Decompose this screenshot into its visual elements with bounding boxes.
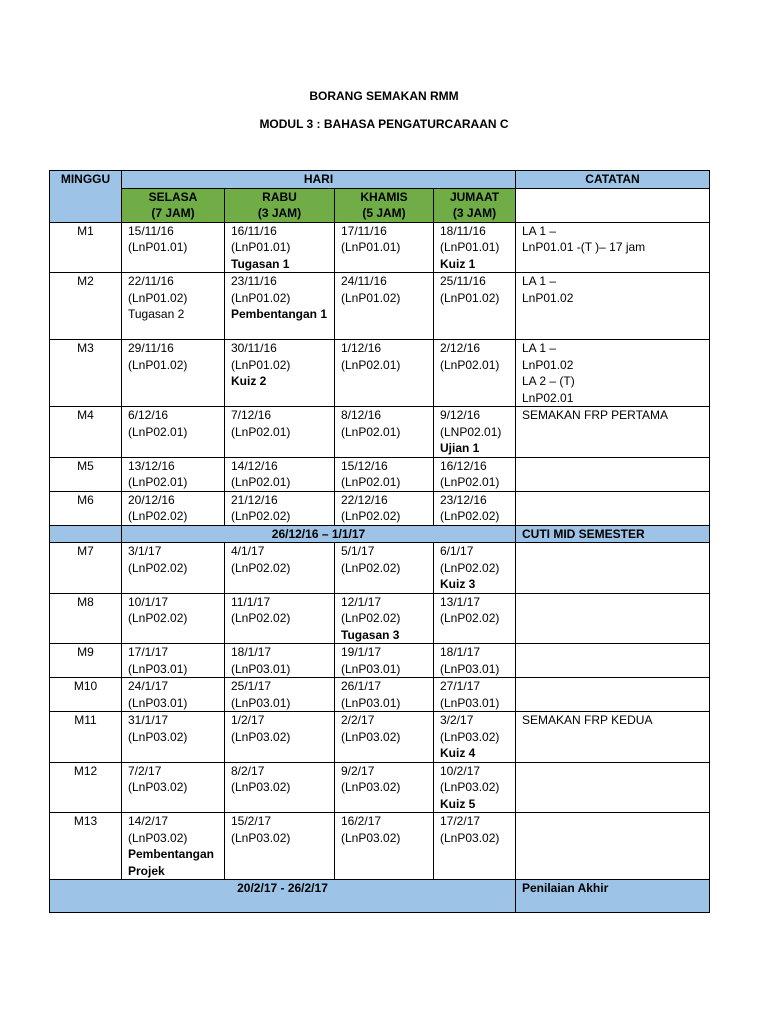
cell-line: (LnP01.02): [440, 290, 500, 305]
cell-line: 13/12/16: [128, 458, 175, 473]
cell-line: 6/1/17: [440, 544, 474, 558]
cell-line: 15/2/17: [231, 814, 272, 828]
day-cell: [335, 457, 434, 491]
table-row: [50, 712, 710, 763]
table-row: [50, 813, 710, 880]
cell-line: 22/11/16: [128, 274, 174, 288]
day-cell: [122, 222, 225, 273]
notes-cell: [516, 222, 710, 273]
day-cell: [225, 543, 335, 594]
notes-cell: [516, 273, 710, 340]
day-cell: [335, 762, 434, 813]
document-title: BORANG SEMAKAN RMM: [309, 89, 459, 103]
cell-line: (LnP02.01): [440, 357, 500, 372]
note-line: LA 1 –: [522, 274, 557, 288]
week-cell: M5: [50, 457, 122, 491]
notes-cell: [516, 678, 710, 712]
cell-line: 8/2/17: [231, 763, 265, 778]
cell-line: 15/12/16: [341, 458, 388, 473]
header-hari: HARI: [122, 171, 516, 189]
day-cell: [122, 593, 225, 644]
cell-line: (LNP02.01): [440, 424, 502, 439]
cell-line: 18/1/17: [231, 645, 272, 659]
day-cell: [335, 593, 434, 644]
cell-line: 16/2/17: [341, 814, 382, 828]
cell-line: (LnP01.02): [231, 290, 291, 305]
cell-line: (LnP03.02): [440, 729, 500, 744]
day-cell: [225, 762, 335, 813]
header-day-khamis: KHAMIS (5 JAM): [335, 188, 434, 222]
day-cell: [335, 543, 434, 594]
week-cell: M11: [50, 712, 122, 763]
header-day-selasa: SELASA (7 JAM): [122, 188, 225, 222]
cell-line: 6/12/16: [128, 408, 169, 422]
cell-line: (LnP03.01): [231, 661, 291, 676]
day-cell: [122, 273, 225, 340]
table-row: [50, 543, 710, 594]
cell-line: (LnP02.01): [231, 424, 291, 439]
day-cell: [335, 813, 434, 880]
day-cell: [225, 491, 335, 525]
notes-cell: [516, 491, 710, 525]
notes-cell: [516, 712, 710, 763]
cell-line: (LnP01.02): [341, 290, 401, 305]
day-cell: [122, 678, 225, 712]
cell-line: 23/12/16: [440, 492, 487, 507]
table-row: [50, 273, 710, 340]
cell-line: (LnP02.01): [341, 424, 401, 439]
day-cell: [434, 813, 516, 880]
cell-line: (LnP02.02): [231, 509, 291, 523]
cell-line: 19/1/17: [341, 645, 382, 659]
cell-line: 17/1/17: [128, 645, 169, 659]
cell-line: (LnP03.02): [128, 830, 188, 845]
week-cell: M1: [50, 222, 122, 273]
cell-line: 4/1/17: [231, 544, 265, 558]
day-cell: [225, 457, 335, 491]
table-row: [50, 222, 710, 273]
cell-line: 2/12/16: [440, 341, 481, 355]
cell-line: 26/1/17: [341, 679, 382, 693]
cell-line: 29/11/16: [128, 341, 174, 355]
day-cell: [225, 340, 335, 407]
cell-line: 21/12/16: [231, 492, 278, 507]
day-cell: [225, 593, 335, 644]
cell-line: 12/1/17: [341, 594, 382, 609]
assessment-label: Pembentangan Projek: [128, 847, 215, 878]
cell-line: 27/1/17: [440, 679, 481, 693]
footer-row: [50, 880, 710, 913]
note-line: LnP02.01: [522, 390, 574, 405]
cell-line: (LnP02.02): [440, 560, 500, 575]
day-cell: [122, 491, 225, 525]
cell-line: (LnP02.02): [128, 509, 188, 523]
cell-line: (LnP03.02): [231, 830, 291, 845]
cell-line: 30/11/16: [231, 341, 277, 355]
assessment-label: Kuiz 5: [440, 796, 476, 811]
week-cell: M8: [50, 593, 122, 644]
cell-line: 15/11/16: [128, 223, 174, 238]
day-cell: [225, 813, 335, 880]
week-cell: M7: [50, 543, 122, 594]
cell-line: (LnP02.02): [440, 509, 500, 523]
note-line: LA 1 –: [522, 223, 557, 238]
break-label: CUTI MID SEMESTER: [516, 525, 710, 543]
table-row: [50, 340, 710, 407]
table-row: [50, 644, 710, 678]
notes-cell: [516, 340, 710, 407]
cell-line: (LnP01.02): [231, 357, 291, 372]
day-cell: [335, 340, 434, 407]
cell-line: 23/11/16: [231, 274, 277, 288]
notes-cell: [516, 762, 710, 813]
table-row: [50, 457, 710, 491]
day-cell: [434, 407, 516, 458]
cell-line: (LnP03.02): [231, 729, 291, 744]
day-cell: [335, 222, 434, 273]
cell-line: 9/12/16: [440, 408, 481, 422]
note-line: LA 1 –: [522, 341, 557, 355]
day-cell: [335, 491, 434, 525]
week-cell: M12: [50, 762, 122, 813]
cell-line: 7/2/17: [128, 763, 162, 778]
cell-line: 17/2/17: [440, 814, 481, 828]
note-line: SEMAKAN FRP PERTAMA: [522, 408, 669, 422]
week-cell: M6: [50, 491, 122, 525]
day-cell: [122, 340, 225, 407]
assessment-label: Tugasan 1: [231, 256, 290, 271]
cell-line: (LnP03.01): [440, 661, 500, 676]
day-cell: [122, 712, 225, 763]
week-cell: M9: [50, 644, 122, 678]
cell-line: 2/2/17: [341, 713, 375, 727]
cell-line: 3/1/17: [128, 544, 162, 558]
day-cell: [122, 543, 225, 594]
day-cell: [335, 644, 434, 678]
cell-line: (LnP02.01): [231, 475, 291, 489]
header-minggu: MINGGU: [50, 171, 122, 223]
note-line: LnP01.02: [522, 357, 574, 372]
cell-line: (LnP02.02): [341, 509, 401, 523]
cell-line: (LnP03.02): [231, 780, 291, 794]
cell-line: 3/2/17: [440, 713, 474, 727]
cell-line: (LnP03.01): [128, 695, 188, 710]
cell-line: (LnP03.02): [128, 729, 188, 744]
day-cell: [335, 273, 434, 340]
table-row: [50, 491, 710, 525]
assessment-label: Tugasan 3: [341, 627, 400, 642]
cell-line: (LnP01.01): [231, 240, 291, 254]
cell-line: 14/2/17: [128, 814, 169, 828]
day-cell: [434, 457, 516, 491]
header-catatan-blank: [516, 188, 710, 222]
cell-line: 17/11/16: [341, 223, 387, 238]
cell-line: Tugasan 2: [128, 307, 185, 321]
cell-line: 16/11/16: [231, 223, 277, 238]
day-cell: [122, 644, 225, 678]
day-cell: [434, 491, 516, 525]
cell-line: 24/1/17: [128, 679, 169, 693]
cell-line: 24/11/16: [341, 274, 387, 288]
cell-line: 22/12/16: [341, 492, 388, 507]
footer-label: Penilaian Akhir: [516, 880, 710, 913]
day-cell: [225, 273, 335, 340]
header-catatan: CATATAN: [516, 171, 710, 189]
cell-line: (LnP02.02): [231, 611, 291, 625]
day-cell: [122, 813, 225, 880]
day-cell: [335, 678, 434, 712]
assessment-label: Ujian 1: [440, 441, 480, 455]
cell-line: 11/1/17: [231, 594, 271, 609]
day-cell: [434, 712, 516, 763]
week-cell: M10: [50, 678, 122, 712]
break-dates: 26/12/16 – 1/1/17: [122, 525, 516, 543]
cell-line: (LnP03.01): [341, 661, 401, 676]
cell-line: (LnP02.02): [128, 611, 188, 625]
week-cell: M4: [50, 407, 122, 458]
table-row: [50, 407, 710, 458]
cell-line: (LnP03.01): [231, 695, 291, 710]
notes-cell: [516, 644, 710, 678]
table-row: [50, 593, 710, 644]
cell-line: 25/11/16: [440, 274, 486, 288]
cell-line: (LnP02.01): [341, 357, 401, 372]
cell-line: (LnP03.02): [128, 780, 188, 794]
cell-line: (LnP02.02): [231, 560, 291, 575]
day-cell: [434, 340, 516, 407]
document-subtitle: MODUL 3 : BAHASA PENGATURCARAAN C: [259, 117, 509, 131]
note-line: LnP01.02: [522, 290, 574, 305]
day-cell: [335, 407, 434, 458]
cell-line: (LnP03.02): [440, 780, 500, 794]
day-cell: [434, 762, 516, 813]
cell-line: 8/12/16: [341, 408, 382, 422]
cell-line: 18/11/16: [440, 223, 486, 238]
day-cell: [434, 593, 516, 644]
cell-line: (LnP02.02): [440, 611, 500, 625]
day-cell: [122, 457, 225, 491]
cell-line: (LnP01.02): [128, 290, 188, 305]
cell-line: (LnP03.02): [341, 830, 401, 845]
break-row: [50, 525, 710, 543]
week-cell: M2: [50, 273, 122, 340]
cell-line: 1/2/17: [231, 713, 265, 727]
day-cell: [122, 762, 225, 813]
cell-line: 25/1/17: [231, 679, 272, 693]
cell-line: (LnP02.01): [128, 424, 188, 439]
assessment-label: Kuiz 1: [440, 256, 476, 271]
assessment-label: Kuiz 4: [440, 746, 476, 760]
cell-line: (LnP01.01): [440, 240, 500, 254]
cell-line: 20/12/16: [128, 492, 175, 507]
header-day-rabu: RABU (3 JAM): [225, 188, 335, 222]
cell-line: 13/1/17: [440, 594, 481, 609]
cell-line: (LnP03.01): [341, 695, 401, 710]
cell-line: (LnP03.02): [341, 780, 401, 794]
cell-line: 10/1/17: [128, 594, 169, 609]
day-cell: [122, 407, 225, 458]
table-row: [50, 678, 710, 712]
notes-cell: [516, 543, 710, 594]
week-cell: M13: [50, 813, 122, 880]
day-cell: [225, 678, 335, 712]
cell-line: (LnP03.01): [440, 695, 500, 710]
note-line: LnP01.01 -(T )– 17 jam: [522, 240, 646, 254]
table-row: [50, 762, 710, 813]
cell-line: (LnP01.01): [341, 240, 401, 254]
assessment-label: Kuiz 3: [440, 577, 476, 591]
break-blank: [50, 525, 122, 543]
cell-line: (LnP02.02): [341, 560, 401, 575]
day-cell: [225, 712, 335, 763]
note-line: SEMAKAN FRP KEDUA: [522, 713, 653, 727]
assessment-label: Pembentangan 1: [231, 307, 328, 321]
day-cell: [335, 712, 434, 763]
week-cell: M3: [50, 340, 122, 407]
cell-line: (LnP02.01): [440, 475, 500, 489]
cell-line: 18/1/17: [440, 645, 481, 659]
cell-line: 31/1/17: [128, 713, 169, 727]
day-cell: [434, 543, 516, 594]
cell-line: 10/2/17: [440, 763, 481, 778]
cell-line: (LnP02.01): [341, 475, 401, 489]
day-cell: [225, 222, 335, 273]
day-cell: [434, 678, 516, 712]
header-day-jumaat: JUMAAT (3 JAM): [434, 188, 516, 222]
cell-line: 7/12/16: [231, 408, 272, 422]
cell-line: (LnP03.02): [440, 830, 500, 845]
day-cell: [225, 644, 335, 678]
day-cell: [434, 273, 516, 340]
day-cell: [225, 407, 335, 458]
assessment-label: Kuiz 2: [231, 374, 267, 388]
notes-cell: [516, 813, 710, 880]
notes-cell: [516, 457, 710, 491]
cell-line: (LnP03.02): [341, 729, 401, 744]
note-line: LA 2 – (T): [522, 374, 575, 388]
cell-line: (LnP03.01): [128, 661, 188, 676]
notes-cell: [516, 593, 710, 644]
notes-cell: [516, 407, 710, 458]
cell-line: (LnP02.02): [128, 560, 188, 575]
cell-line: (LnP01.01): [128, 240, 188, 254]
day-cell: [434, 644, 516, 678]
day-cell: [434, 222, 516, 273]
cell-line: 9/2/17: [341, 763, 375, 778]
cell-line: 16/12/16: [440, 458, 487, 473]
footer-dates: 20/2/17 - 26/2/17: [50, 880, 516, 913]
cell-line: (LnP02.02): [341, 611, 401, 625]
cell-line: (LnP02.01): [128, 475, 188, 489]
schedule-table: [49, 170, 710, 913]
cell-line: 1/12/16: [341, 341, 382, 355]
cell-line: 5/1/17: [341, 544, 375, 558]
cell-line: (LnP01.02): [128, 357, 188, 372]
cell-line: 14/12/16: [231, 458, 278, 473]
